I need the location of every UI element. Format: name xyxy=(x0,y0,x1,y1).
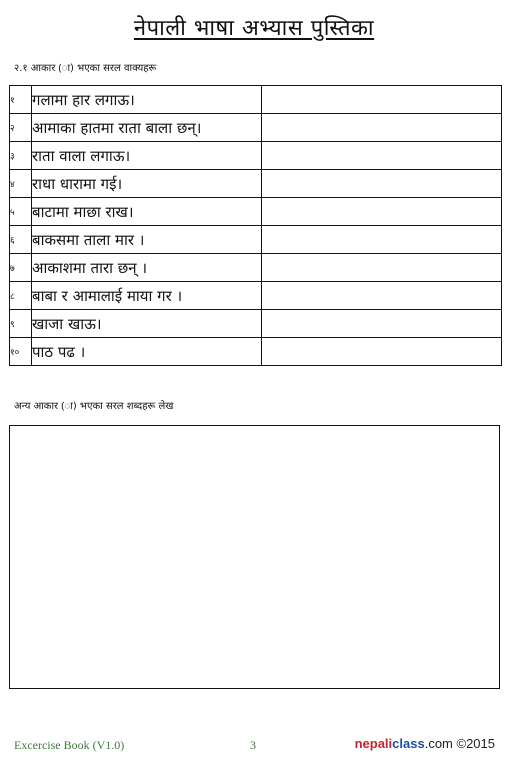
writing-area[interactable] xyxy=(9,425,500,689)
footer-book-title: Excercise Book (V1.0) xyxy=(14,738,125,752)
answer-cell[interactable] xyxy=(262,114,502,142)
answer-cell[interactable] xyxy=(262,254,502,282)
row-number: ५ xyxy=(10,198,32,226)
row-number: ३ xyxy=(10,142,32,170)
answer-cell[interactable] xyxy=(262,198,502,226)
table-row xyxy=(10,282,502,310)
sentence-text: राता वाला लगाऊ। xyxy=(32,142,262,170)
row-number: ४ xyxy=(10,170,32,198)
row-number: १ xyxy=(10,86,32,114)
sentence-text: गलामा हार लगाऊ। xyxy=(32,86,262,114)
sentence-text: आकाशमा तारा छन् । xyxy=(32,254,262,282)
section-heading-sentences: २.१ आकार (ा) भएका सरल वाक्यहरू xyxy=(14,63,157,74)
sentence-text: राधा धारामा गई। xyxy=(32,170,262,198)
table-row xyxy=(10,338,502,366)
sentence-text: बाबा र आमालाई माया गर । xyxy=(32,282,262,310)
table-row xyxy=(10,170,502,198)
sentence-text: बाटामा माछा राख। xyxy=(32,198,262,226)
answer-cell[interactable] xyxy=(262,86,502,114)
sentence-text: खाजा खाऊ। xyxy=(32,310,262,338)
sentence-text: आमाका हातमा राता बाला छन्। xyxy=(32,114,262,142)
row-number: ८ xyxy=(10,282,32,310)
table-row xyxy=(10,198,502,226)
row-number: २ xyxy=(10,114,32,142)
brand-name-part1: nepali xyxy=(354,736,393,751)
footer-page-number: 3 xyxy=(250,738,256,752)
brand-name-part2: class xyxy=(392,736,425,751)
row-number: ९ xyxy=(10,310,32,338)
footer-brand xyxy=(355,736,495,751)
table-row xyxy=(10,226,502,254)
row-number: ६ xyxy=(10,226,32,254)
table-row xyxy=(10,142,502,170)
answer-cell[interactable] xyxy=(262,170,502,198)
page-title: नेपाली भाषा अभ्यास पुस्तिका xyxy=(133,16,375,41)
answer-cell[interactable] xyxy=(262,310,502,338)
answer-cell[interactable] xyxy=(262,226,502,254)
brand-suffix: .com ©2015 xyxy=(424,736,495,751)
section-heading-words: अन्य आकार (ा) भएका सरल शब्दहरू लेख xyxy=(14,401,174,412)
row-number: ७ xyxy=(10,254,32,282)
table-row xyxy=(10,310,502,338)
answer-cell[interactable] xyxy=(262,338,502,366)
table-row xyxy=(10,114,502,142)
sentence-text: बाकसमा ताला मार । xyxy=(32,226,262,254)
answer-cell[interactable] xyxy=(262,282,502,310)
answer-cell[interactable] xyxy=(262,142,502,170)
table-row xyxy=(10,86,502,114)
table-row xyxy=(10,254,502,282)
sentence-text: पाठ पढ । xyxy=(32,338,262,366)
row-number: १० xyxy=(10,338,32,366)
sentence-table xyxy=(9,85,502,366)
